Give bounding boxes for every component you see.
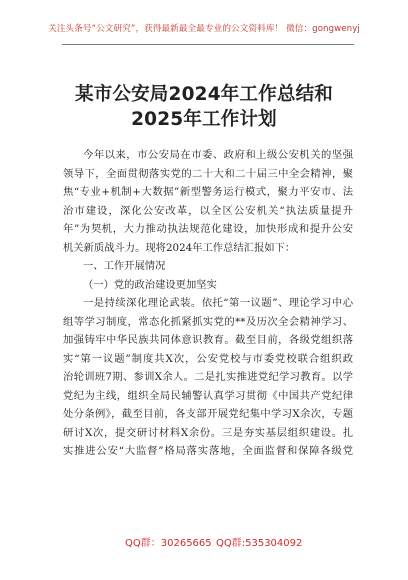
body-line: 领导下，全面贯彻落实党的二十大和二十届三中全会精神，聚 xyxy=(63,167,353,180)
subsection-heading: （一）党的政治建设更加坚实 xyxy=(83,278,217,291)
body-line: 今年以来，市公安局在市委、政府和上级公安机关的坚强 xyxy=(83,149,353,161)
body-line: 实推进公安“大监督”格局落实落地，全面监督和保障各级党 xyxy=(63,445,353,457)
footer-qq-group-1: QQ群：30265665 xyxy=(125,538,212,549)
header-divider xyxy=(62,44,354,45)
body-line: 机关新质战斗力。现将2024年工作总结汇报如下： xyxy=(63,241,296,254)
body-line: 处分条例》，截至目前，各支部开展党纪集中学习X余次，专题 xyxy=(63,408,353,420)
body-line: 加强铸牢中华民族共同体意识教育。截至目前，各级党组织落 xyxy=(63,334,353,346)
body-line: 一是持续深化理论武装。依托“第一议题”、理论学习中心 xyxy=(83,297,353,309)
document-title-line-1: 某市公安局2024年工作总结和 xyxy=(75,84,333,105)
body-line: 实“第一议题”制度共X次，公安党校与市委党校联合组织政 xyxy=(63,352,353,365)
body-line: 年”为契机，大力推动执法规范化建设，加快形成和提升公安 xyxy=(63,223,353,235)
body-line: 治市建设，深化公安改革，以全区公安机关“执法质量提升 xyxy=(63,204,353,217)
body-line: 党纪为主线，组织全局民辅警认真学习贯彻《中国共产党纪律 xyxy=(63,389,353,402)
header-note: 关注头条号“公文研究”，获得最新最全最专业的公文资料库！ 微信：gongwenyj xyxy=(48,24,360,34)
body-line: 研讨X次，提交研讨材料X余份。三是夯实基层组织建设。扎 xyxy=(63,426,353,439)
body-line: 治轮训班7期、参训X余人。二是扎实推进党纪学习教育。以学 xyxy=(63,371,353,383)
document-body xyxy=(63,146,353,461)
footer-qq-group-2: QQ群:535304092 xyxy=(216,538,303,549)
body-line: 焦“专业+机制+大数据”新型警务运行模式，聚力平安市、法 xyxy=(63,186,353,198)
section-heading: 一、工作开展情况 xyxy=(83,260,166,272)
body-line: 组等学习制度，常态化抓紧抓实党的**及历次全会精神学习、 xyxy=(63,315,353,328)
document-title-line-2: 2025年工作计划 xyxy=(131,109,277,130)
